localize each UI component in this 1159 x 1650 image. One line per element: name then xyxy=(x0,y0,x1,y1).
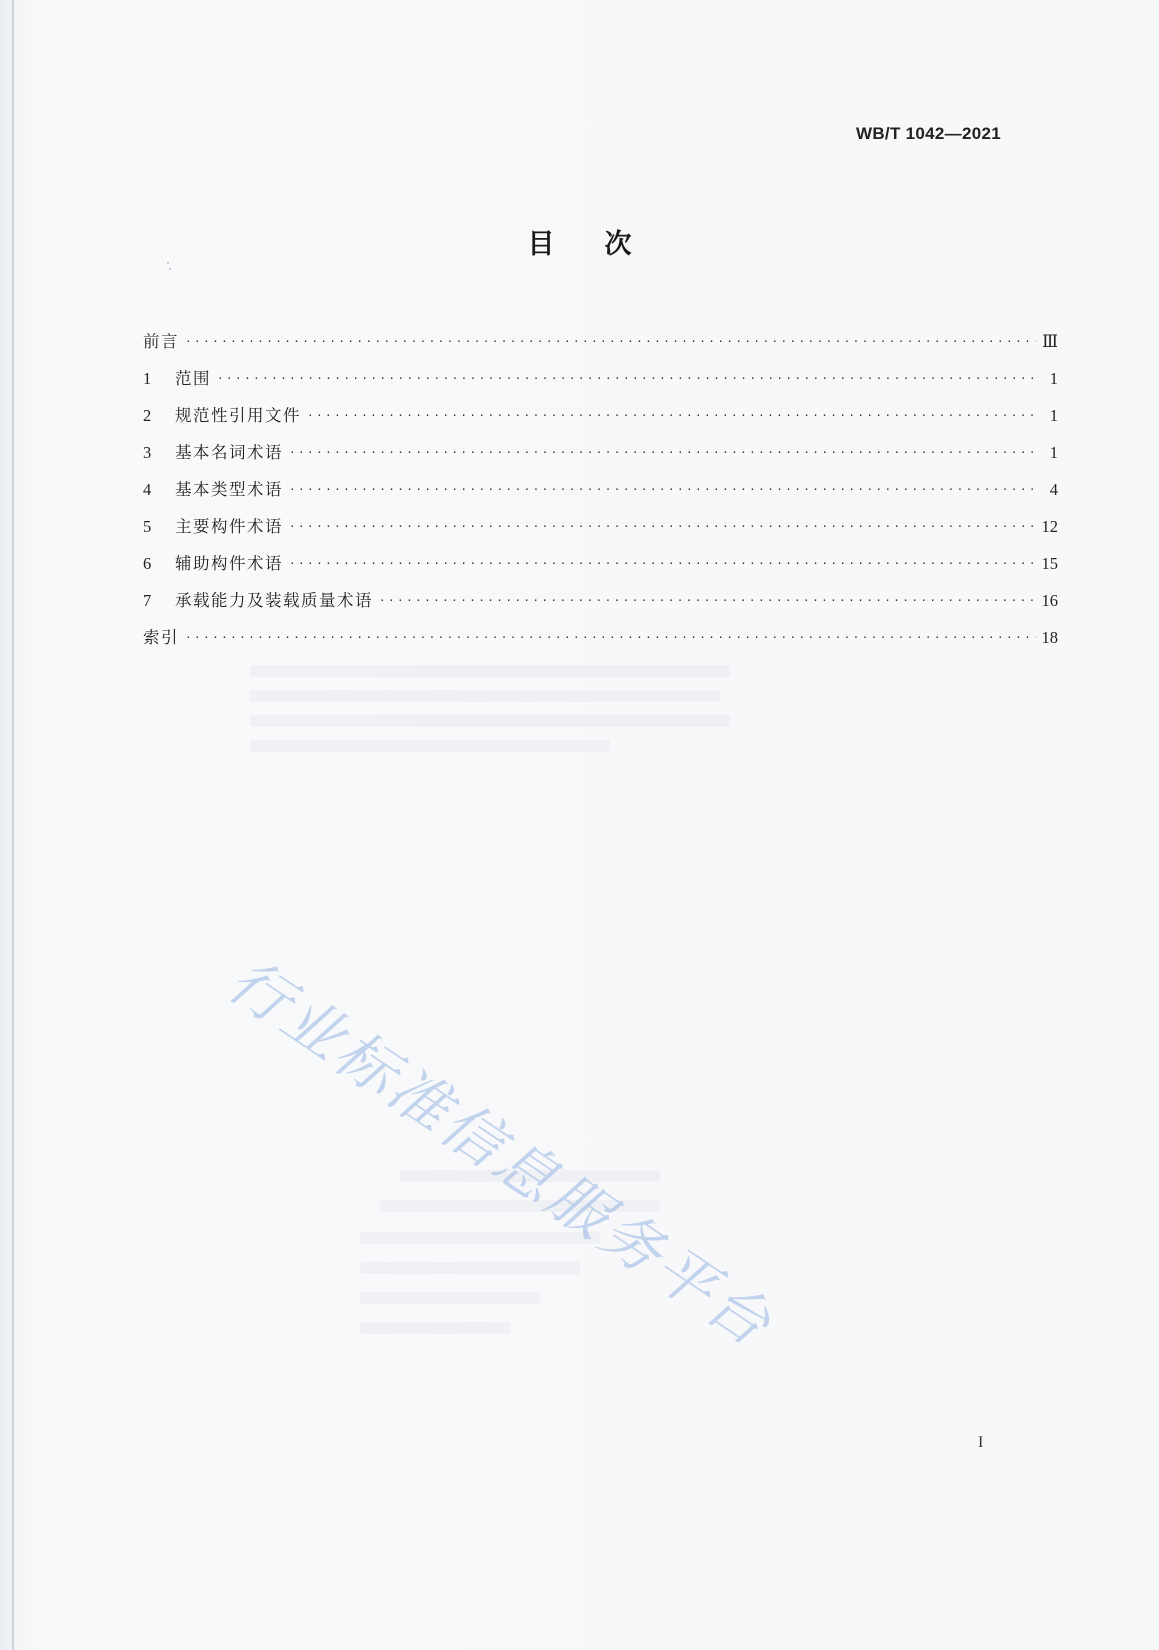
toc-entry-main-component-terms[interactable] xyxy=(143,513,1058,550)
toc-entry-page: 15 xyxy=(1041,554,1058,573)
page-number: I xyxy=(978,1434,984,1451)
table-of-contents xyxy=(143,328,1058,661)
toc-entry-capacity-terms[interactable] xyxy=(143,587,1058,624)
toc-entry-number: 7 xyxy=(143,591,152,610)
watermark: 行业标准信息服务平台 xyxy=(215,945,786,1362)
dot-leader xyxy=(289,520,1036,533)
toc-entry-label: 范围 xyxy=(175,369,211,388)
toc-entry-label: 主要构件术语 xyxy=(175,517,283,536)
dot-leader xyxy=(379,594,1036,607)
toc-entry-label: 前言 xyxy=(143,332,179,351)
dot-leader xyxy=(289,483,1036,496)
dot-leader xyxy=(289,446,1036,459)
show-through-text xyxy=(250,690,720,702)
page-title: 目次 xyxy=(527,229,682,260)
toc-entry-number: 6 xyxy=(143,554,152,573)
dot-leader xyxy=(185,335,1036,348)
toc-entry-foreword[interactable] xyxy=(143,328,1058,365)
dot-leader xyxy=(289,557,1036,570)
document-code: WB/T 1042—2021 xyxy=(856,124,1001,143)
toc-entry-page: 1 xyxy=(1049,443,1058,462)
toc-entry-label: 索引 xyxy=(143,628,179,647)
toc-entry-label: 基本类型术语 xyxy=(175,480,283,499)
show-through-text xyxy=(250,665,730,677)
dot-leader xyxy=(217,372,1036,385)
toc-entry-normative-references[interactable] xyxy=(143,402,1058,439)
toc-entry-number: 3 xyxy=(143,443,152,462)
toc-entry-page: 1 xyxy=(1049,369,1058,388)
toc-entry-number: 2 xyxy=(143,406,152,425)
show-through-text xyxy=(360,1322,510,1334)
scan-speck xyxy=(169,268,171,270)
show-through-text xyxy=(250,715,730,727)
toc-entry-index[interactable] xyxy=(143,624,1058,661)
toc-entry-label: 基本名词术语 xyxy=(175,443,283,462)
toc-entry-page: 1 xyxy=(1049,406,1058,425)
dot-leader xyxy=(307,409,1036,422)
toc-entry-number: 1 xyxy=(143,369,152,388)
toc-entry-page: 16 xyxy=(1041,591,1058,610)
toc-entry-auxiliary-component-terms[interactable] xyxy=(143,550,1058,587)
toc-entry-number: 5 xyxy=(143,517,152,536)
show-through-text xyxy=(360,1292,540,1304)
show-through-text xyxy=(250,740,610,752)
toc-entry-page: 4 xyxy=(1049,480,1058,499)
scan-speck xyxy=(167,262,169,264)
toc-entry-page: Ⅲ xyxy=(1042,332,1058,351)
toc-entry-label: 规范性引用文件 xyxy=(175,406,301,425)
dot-leader xyxy=(185,631,1036,644)
toc-entry-page: 18 xyxy=(1041,628,1058,647)
toc-entry-label: 辅助构件术语 xyxy=(175,554,283,573)
toc-entry-basic-terms[interactable] xyxy=(143,439,1058,476)
show-through-text xyxy=(360,1262,580,1274)
toc-entry-label: 承载能力及装载质量术语 xyxy=(175,591,373,610)
toc-entry-number: 4 xyxy=(143,480,152,499)
toc-entry-scope[interactable] xyxy=(143,365,1058,402)
toc-entry-basic-type-terms[interactable] xyxy=(143,476,1058,513)
toc-entry-page: 12 xyxy=(1041,517,1058,536)
